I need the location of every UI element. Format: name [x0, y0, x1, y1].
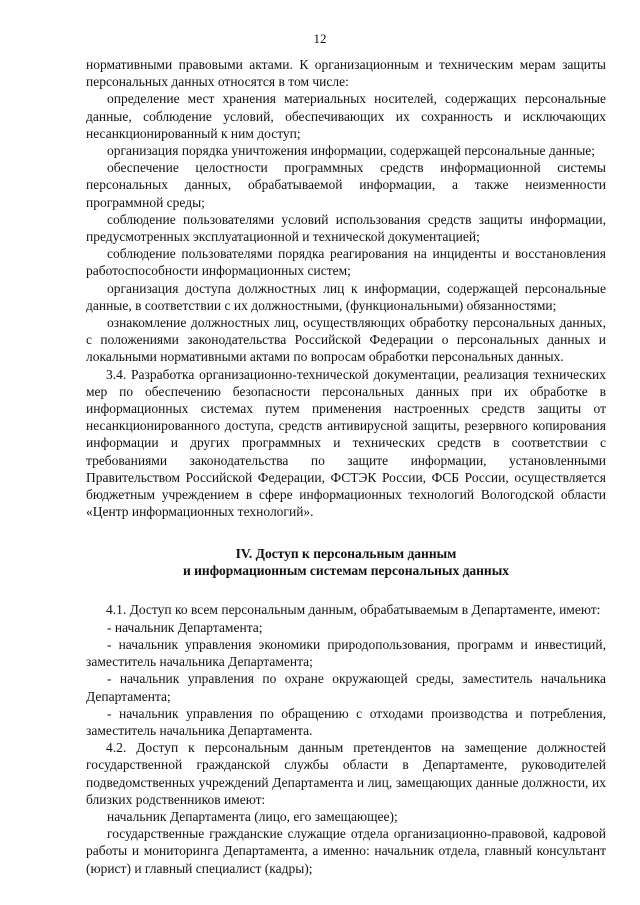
document-body: [86, 56, 606, 877]
clause-4-2-paragraph: 4.2. Доступ к персональным данным претендентов на замещение должностей государственной гражданской службы области в Департаменте, руководителей подведомственных учреждений Департамента и лиц, замещающих данные должности, их близких родственников имеют:: [86, 740, 606, 807]
section3-intro-paragraph: нормативными правовыми актами. К организационным и техническим мерам защиты персональных данных относятся в том числе:: [86, 57, 606, 90]
measure-item: организация порядка уничтожения информации, содержащей персональные данные;: [107, 143, 596, 159]
measure-item: соблюдение пользователями условий использования средств защиты информации, предусмотренных эксплуатационной и технической документацией;: [86, 211, 606, 245]
measure-item: соблюдение пользователями порядка реагирования на инциденты и восстановления работоспособности информационных систем;: [86, 246, 606, 279]
access-list-item: - начальник управления по охране окружающей среды, заместитель начальника Департамента;: [86, 671, 606, 704]
measure-item: ознакомление должностных лиц, осуществляющих обработку персональных данных, с положениями законодательства Российской Федерации о персональных данных и локальными нормативными актами по вопросам обработки персональных данных.: [86, 315, 606, 365]
measure-item: определение мест хранения материальных носителей, содержащих персональные данные, соблюдение условий, обеспечивающих их сохранность и исключающих несанкционированный к ним доступ;: [86, 91, 606, 141]
access-list-item: - начальник Департамента;: [107, 619, 263, 635]
page-number: 12: [313, 31, 327, 46]
section-heading-line2: и информационным системам персональных данных: [183, 562, 509, 578]
access-list-item: - начальник управления экономики природопользования, программ и инвестиций, заместитель начальника Департамента;: [86, 636, 606, 670]
section-heading-line1: IV. Доступ к персональным данным: [235, 546, 457, 562]
access-list-item: государственные гражданские служащие отдела организационно-правовой, кадровой работы и мониторинга Департамента, а именно: начальник отдела, главный консультант (юрист) и главный специалист (кадры);: [86, 826, 606, 876]
clause-4-1-paragraph: 4.1. Доступ ко всем персональным данным, обрабатываемым в Департаменте, имеют:: [106, 602, 601, 618]
access-list-item: начальник Департамента (лицо, его замещающее);: [107, 808, 398, 824]
measure-item: обеспечение целостности программных средств информационной системы персональных данных, обрабатываемой информации, а также неизменности программной среды;: [86, 160, 606, 210]
section-heading: [86, 546, 606, 579]
access-list-item: - начальник управления по обращению с отходами производства и потребления, заместитель начальника Департамента.: [86, 705, 606, 738]
clause-3-4-paragraph: 3.4. Разработка организационно-технической документации, реализация технических мер по обеспечению безопасности персональных данных при их обработке в информационных системах путем применения настроенных средств защиты от несанкционированного доступа, средств антивирусной защиты, резервного копирования информации и других программных и технических средств в соответствии с требованиями законодательства по защите информации, установленными Правительством Российской Федерации, ФСТЭК России, ФСБ России, осуществляется бюджетным учреждением в сфере информационных технологий Вологодской области «Центр информационных технологий».: [86, 366, 606, 520]
measure-item: организация доступа должностных лиц к информации, содержащей персональные данные, в соответствии с их должностными, (функциональными) обязанностями;: [86, 280, 606, 313]
